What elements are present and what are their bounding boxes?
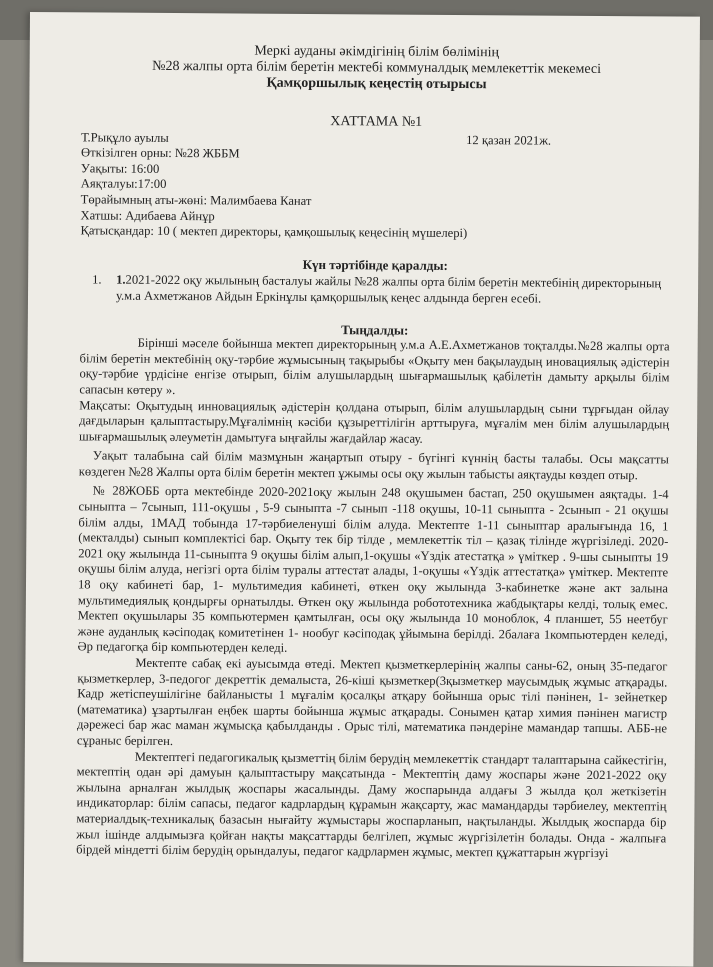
agenda-item-body: 2021-2022 оқу жылының басталуы жайлы №28 жалпы орта білім беретін мектебінің директорының у.м.а Ахметжанов Айдын Еркінұлы қамқоршылық кеңес алдында берген есебі. bbox=[115, 273, 662, 306]
listened-paragraph-6: Мектептегі педагогикалық қызметтің білім берудің мемлекеттік стандарт талаптарына сайкестігін, мектептің одан әрі дамуын қалыптастыру мақсатында - Мектептің даму жоспары және 2021-2022 оқу жылына арналған жылдық жоспары жасалынды. Даму жоспарында алдағы 3 жылда қол жеткізетін индикаторлар: білім сапасы, педагог кадрлардың құрамын жақсарту, жас мамандарды тәрбиелеу, мектептің материалдық-техникалық базасын нығайту жұмыстары жоспарланып, нақтыланды. Жылдық жоспарда бір жыл ішінде алдымызға қойған нақты мақсаттарды белгілеп, жұмыс жүргізілетін болады. Онда - жалпыға бірдей міндетті білім берудің орындалуы, педагог кадрлармен жұмыс, мектеп құжаттарын жүргізуі bbox=[76, 749, 667, 861]
meta-chair: Төрайымның аты-жөні: Малимбаева Канат bbox=[80, 192, 312, 208]
listened-heading: Тыңдалды: bbox=[341, 321, 409, 338]
listened-paragraph-3: Уақыт талабына сай білім мазмұнын жаңартып отыру - бүгінгі күннің басты талабы. Осы мақсатты көздеген №28 Жалпы орта білім беретін мектеп ұжымы осы оқу жылын табысты аяқтауды көздеп отыр. bbox=[78, 448, 669, 483]
listened-paragraph-2: Мақсаты: Оқытудың инновациялық әдістерін қолдана отырып, білім алушылардың сыни тұрғыдан ойлау дағдыларын қалыптастыру.Мұғалімнің кәсіби құзыреттілігін арттыруға, мұғалім мен білім алушылардың шығармашылық әлеуметін дамытуға ыңғайлы жағдайлар жасау. bbox=[78, 397, 670, 446]
meta-place: Т.Рықұло ауылы bbox=[81, 129, 169, 145]
agenda-item-bold-number: 1. bbox=[116, 272, 126, 288]
document-title: ХАТТАМА №1 bbox=[330, 114, 423, 130]
header-line-1: Меркі ауданы әкімдігінің білім бөлімінің bbox=[254, 43, 500, 61]
meta-secretary: Хатшы: Адибаева Айнұр bbox=[80, 207, 215, 223]
document-content bbox=[76, 42, 672, 862]
listened-paragraph-1: Бірінші мәселе бойынша мектеп директорының у.м.а А.Е.Ахметжанов тоқталды.№28 жалпы орта білім беретін мектебінің оқу-тәрбие жұмысының тақырыбы «Оқыту мен бақылаудың иновациялық әдістерін оқу-тәрбие үрдісіне енгізе отырып, білім алушылардың шығармашылық қабілетін дамыту арқылы білім сапасын көтеру ». bbox=[79, 335, 670, 397]
listened-paragraph-4: № 28ЖОББ орта мектебінде 2020-2021оқу жылын 248 оқушымен бастап, 250 оқушымен аяқтады. 1-4 сыныпта – 7сынып, 111-оқушы , 5-9 сыныпта -7 сынып -118 оқушы, 10-11 сыныпта - 2сынып - 21 оқушы білім алды, 1МАД тобында 17-тәрбиеленуші білім алуда. Мектепте 1-11 сыныптар аралығында 16, 1 (мекталды) сынып комплектісі бар. Оқыту тек бір тілде , мемлекеттік тіл – қазақ тілінде жүргізіледі. 2020-2021 оқу жылында 11-сыныпта 9 оқушы білім алып,1-оқушы «Үздік атестатқа » үміткер . 9-шы сыныпты 19 оқушы білім алуда, негізгі орта білім туралы аттестат алады, 1-оқушы «Үздік аттестатқа» үміткер. Мектепте 18 оқу кабинеті бар, 1- мультимедия кабинеті, өткен оқу жылында 3-кабинетке және акт залына мультимедиялық қондырғы орнатылды. Өткен оқу жылында робототехника жабдықтары келді, толық емес. Мектеп оқушылары 35 компьютермен қамтылған, осы оқу жылында 10 моноблок, 4 планшет, 55 неетбуг және ауданлық кәсіподақ комитетінен 1- нообуг кәсіподақ ұйымына берілді. 2балаға 1компьютерден келеді, Әр педагогқа бір компьютерден келеді. bbox=[77, 483, 669, 656]
agenda-item-number: 1. bbox=[92, 272, 102, 287]
listened-paragraph-5: Мектепте сабақ екі ауысымда өтеді. Мектеп қызметкерлерінің жалпы саны-62, оның 35-педагог қызметкерлер, 3-педогог декреттік демалыста, 26-кіші қызметкер(3қызметкер маусымдық жұмыс атқарады. Кадр жетіспеушілігіне байланысты 1 мұғалім қосалқы атқару бойынша орыс тілі пәнінен, 1- зейнеткер (математика) ұзартылған еңбек шарты бойынша жұмыс атқарады. Сонымен қатар химия пәнінен магистр дәрежесі бар жас маман жұмысқа қабылданды . Орыс тілі, математика пәндеріне мамандар тапшы. АББ-не сұраныс берілген. bbox=[76, 655, 668, 748]
document-page bbox=[23, 12, 700, 967]
meta-start: Уақыты: 16:00 bbox=[80, 161, 160, 176]
agenda-item bbox=[92, 273, 670, 308]
meta-end: Аяқталуы:17:00 bbox=[80, 176, 167, 192]
agenda-heading: Күн тәртібінде қаралды: bbox=[302, 256, 448, 273]
meta-date: 12 қазан 2021ж. bbox=[466, 132, 552, 148]
meta-venue: Өткізілген орны: №28 ЖББМ bbox=[80, 145, 240, 161]
header-line-2: №28 жалпы орта білім беретін мектебі коммуналдық мемлекеттік мекемесі bbox=[152, 58, 602, 77]
agenda-item-text bbox=[116, 273, 670, 308]
header-line-3: Қамқоршылық кеңестің отырысы bbox=[266, 75, 487, 93]
meta-attendees: Қатысқандар: 10 ( мектеп директоры, қамқошылық кеңесінің мүшелері) bbox=[80, 223, 468, 241]
